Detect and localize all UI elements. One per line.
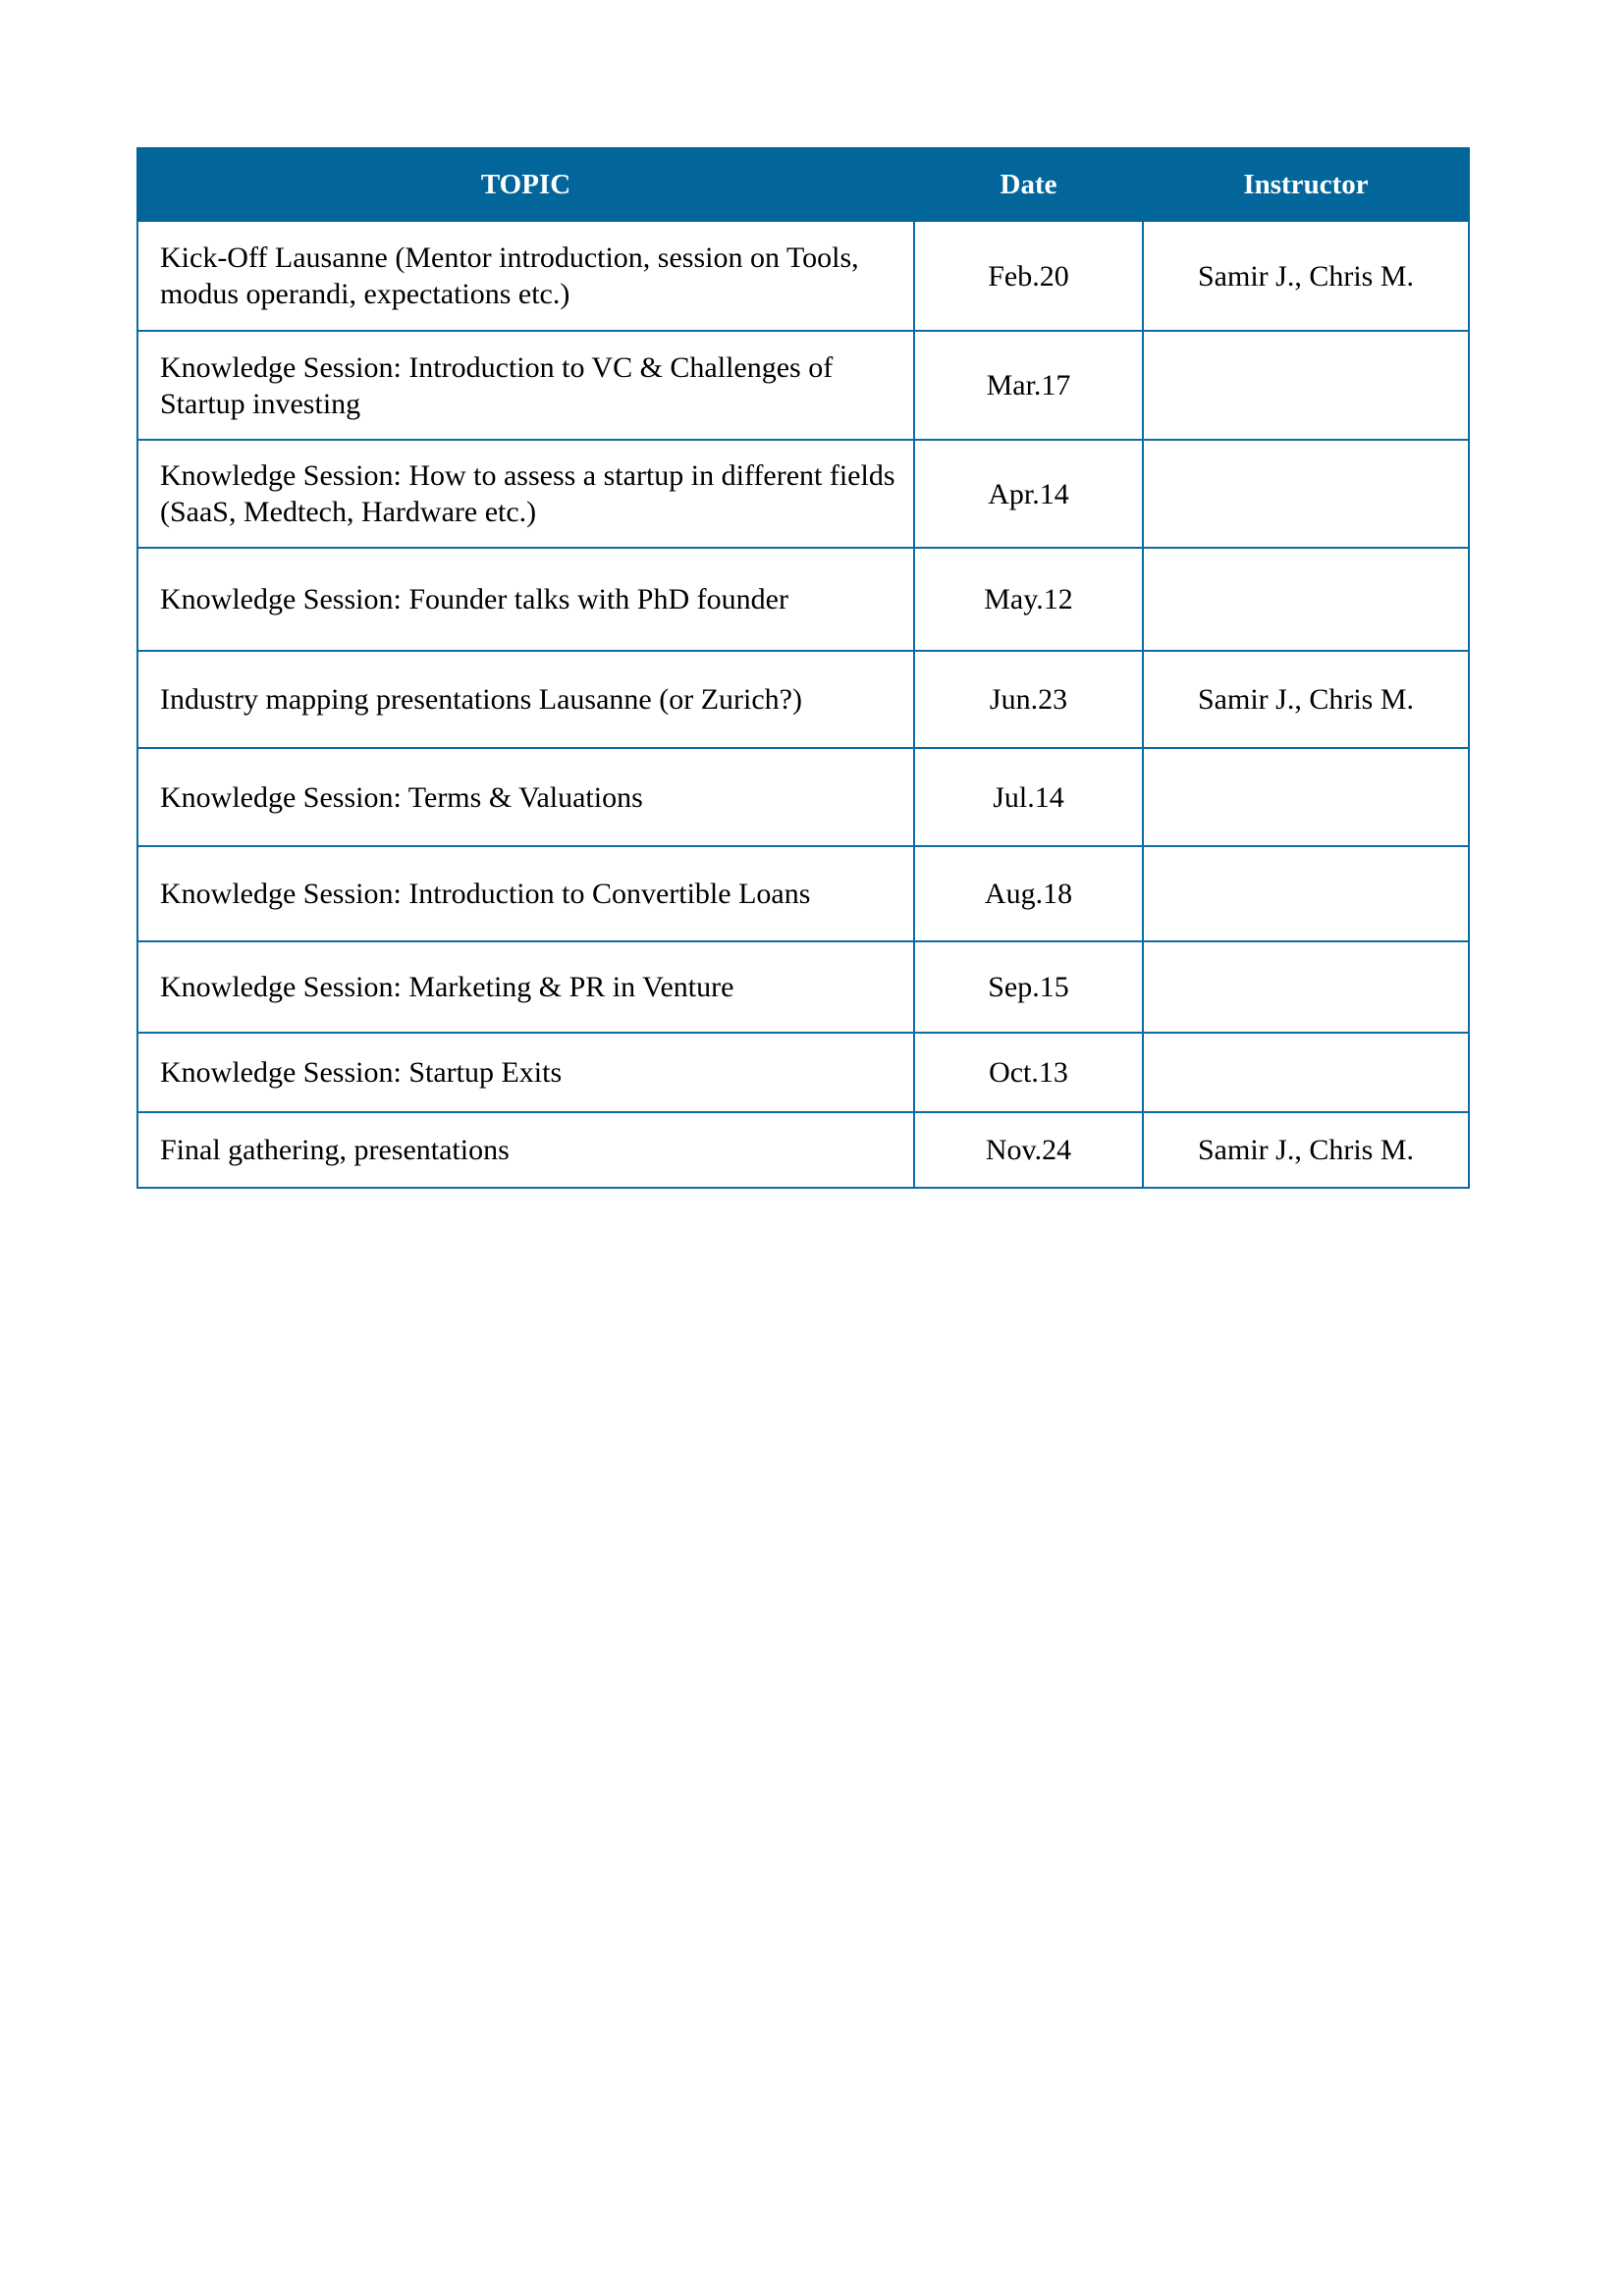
table-row [137,221,1469,331]
table-row [137,748,1469,846]
topic-cell: Knowledge Session: Introduction to VC & Challenges of Startup investing [137,331,914,440]
date-cell: Aug.18 [914,846,1143,941]
topic-cell: Knowledge Session: Startup Exits [137,1033,914,1112]
table-row [137,548,1469,651]
date-cell: Sep.15 [914,941,1143,1033]
table-row [137,1033,1469,1112]
date-cell: Jun.23 [914,651,1143,748]
topic-cell: Knowledge Session: Founder talks with PhD founder [137,548,914,651]
topic-cell: Knowledge Session: Introduction to Convertible Loans [137,846,914,941]
topic-cell: Knowledge Session: Marketing & PR in Venture [137,941,914,1033]
header-instructor: Instructor [1143,148,1469,221]
instructor-cell [1143,941,1469,1033]
instructor-cell [1143,1033,1469,1112]
instructor-cell [1143,331,1469,440]
date-cell: Jul.14 [914,748,1143,846]
topic-cell: Industry mapping presentations Lausanne (or Zurich?) [137,651,914,748]
topic-cell: Knowledge Session: Terms & Valuations [137,748,914,846]
date-cell: Feb.20 [914,221,1143,331]
topic-cell: Knowledge Session: How to assess a startup in different fields (SaaS, Medtech, Hardware etc.) [137,440,914,548]
topic-cell: Kick-Off Lausanne (Mentor introduction, session on Tools, modus operandi, expectations etc.) [137,221,914,331]
header-topic: TOPIC [137,148,914,221]
table-row [137,331,1469,440]
table-row [137,941,1469,1033]
instructor-cell: Samir J., Chris M. [1143,1112,1469,1188]
instructor-cell [1143,748,1469,846]
table-header-row [137,148,1469,221]
table-row [137,846,1469,941]
date-cell: Oct.13 [914,1033,1143,1112]
header-date: Date [914,148,1143,221]
instructor-cell: Samir J., Chris M. [1143,221,1469,331]
schedule-table [136,147,1470,1189]
date-cell: May.12 [914,548,1143,651]
date-cell: Nov.24 [914,1112,1143,1188]
date-cell: Mar.17 [914,331,1143,440]
instructor-cell [1143,548,1469,651]
table-row [137,651,1469,748]
instructor-cell [1143,440,1469,548]
instructor-cell: Samir J., Chris M. [1143,651,1469,748]
table-row [137,440,1469,548]
instructor-cell [1143,846,1469,941]
topic-cell: Final gathering, presentations [137,1112,914,1188]
table-row [137,1112,1469,1188]
date-cell: Apr.14 [914,440,1143,548]
